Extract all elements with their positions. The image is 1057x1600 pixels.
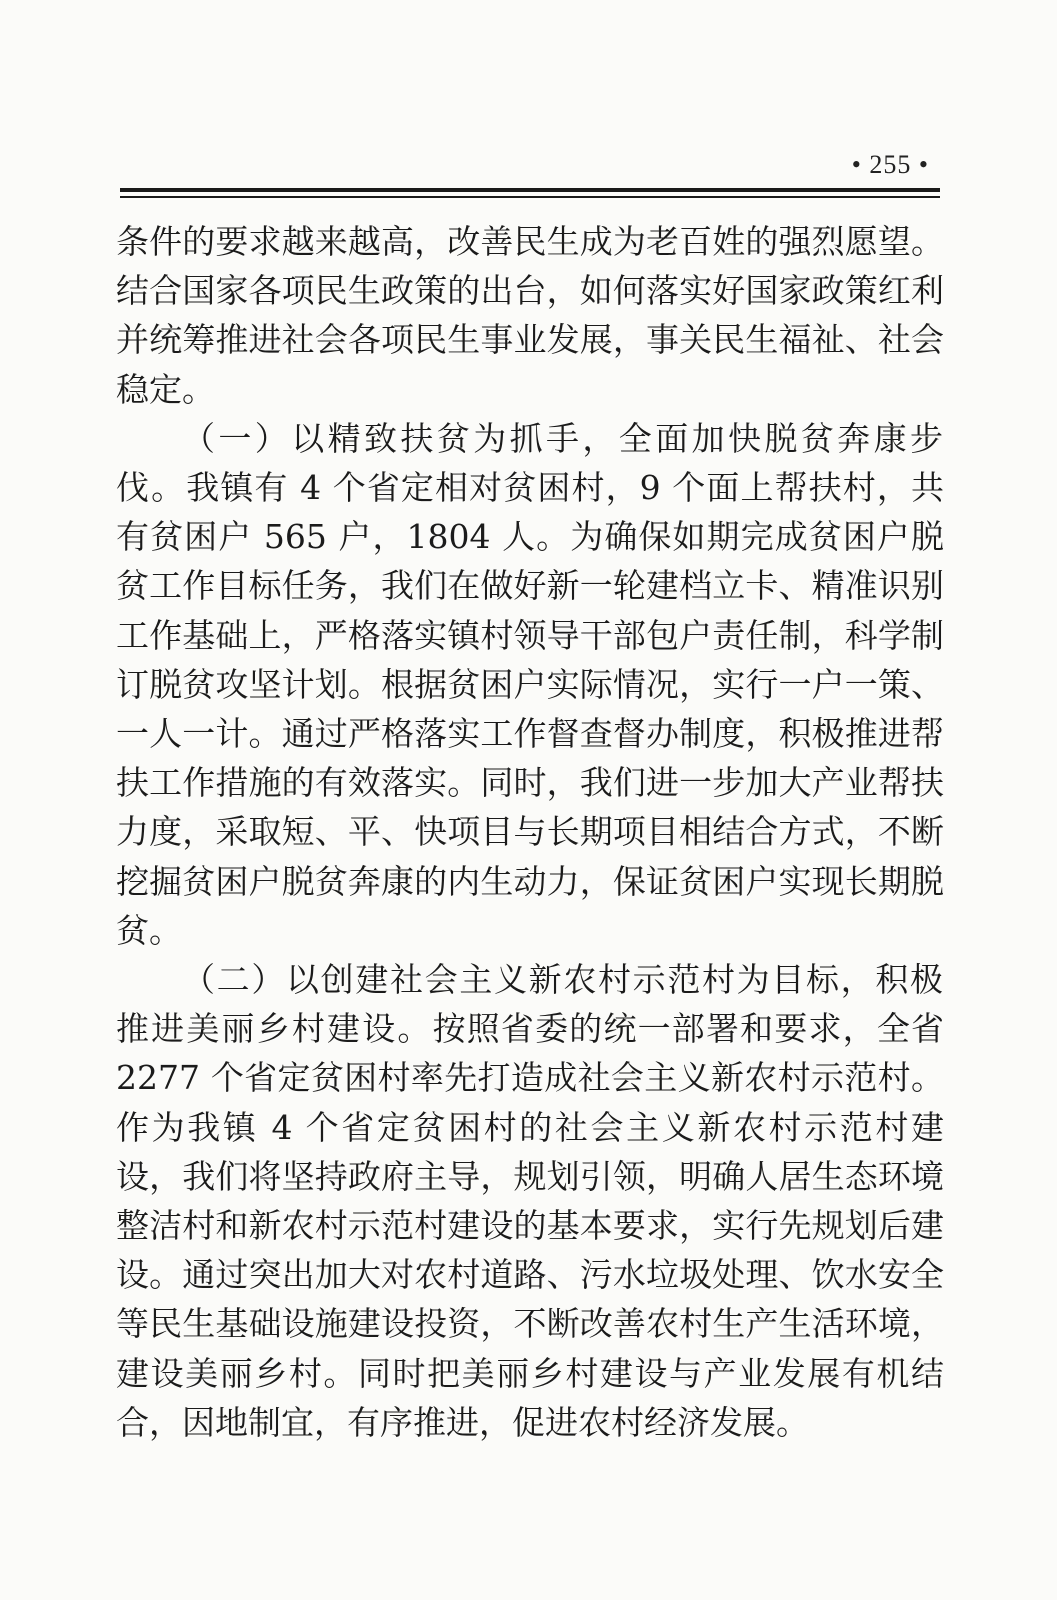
paragraph-beautiful-village bbox=[116, 955, 944, 1447]
paragraph-continuation: 条件的要求越来越高，改善民生成为老百姓的强烈愿望。结合国家各项民生政策的出台，如何落实好国家政策红利并统筹推进社会各项民生事业发展，事关民生福祉、社会稳定。 bbox=[116, 222, 944, 409]
section-heading-poverty-alleviation: （一）以精致扶贫为抓手，全面加快脱贫奔康步伐。 bbox=[116, 418, 944, 508]
header-rule-thick bbox=[120, 188, 940, 192]
page-number: • 255 • bbox=[851, 150, 929, 179]
paragraph-poverty-alleviation-body: 我镇有 4 个省定相对贫困村，9 个面上帮扶村，共有贫困户 565 户，1804 人。为确保如期完成贫困户脱贫工作目标任务，我们在做好新一轮建档立卡、精准识别工作基础上，严格落实镇村领导干部包户责任制，科学制订脱贫攻坚计划。根据贫困户实际情况，实行一户一策、一人一计。通过严格落实工作督查督办制度，积极推进帮扶工作措施的有效落实。同时，我们进一步加大产业帮扶力度，采取短、平、快项目与长期项目相结合方式，不断挖掘贫困户脱贫奔康的内生动力，保证贫困户实现长期脱贫。 bbox=[116, 468, 944, 950]
body-text bbox=[116, 217, 944, 1447]
header-rule-thin bbox=[120, 196, 940, 198]
paragraph-beautiful-village-body: 按照省委的统一部署和要求，全省 2277 个省定贫困村率先打造成社会主义新农村示范村。作为我镇 4 个省定贫困村的社会主义新农村示范村建设，我们将坚持政府主导，规划引领，明确人居生态环境整洁村和新农村示范村建设的基本要求，实行先规划后建设。通过突出加大对农村道路、污水垃圾处理、饮水安全等民生基础设施建设投资，不断改善农村生产生活环境，建设美丽乡村。同时把美丽乡村建设与产业发展有机结合，因地制宜，有序推进，促进农村经济发展。 bbox=[116, 1009, 945, 1442]
paragraph-poverty-alleviation bbox=[116, 414, 944, 955]
section-heading-beautiful-village: （二）以创建社会主义新农村示范村为目标，积极推进美丽乡村建设。 bbox=[116, 960, 944, 1049]
